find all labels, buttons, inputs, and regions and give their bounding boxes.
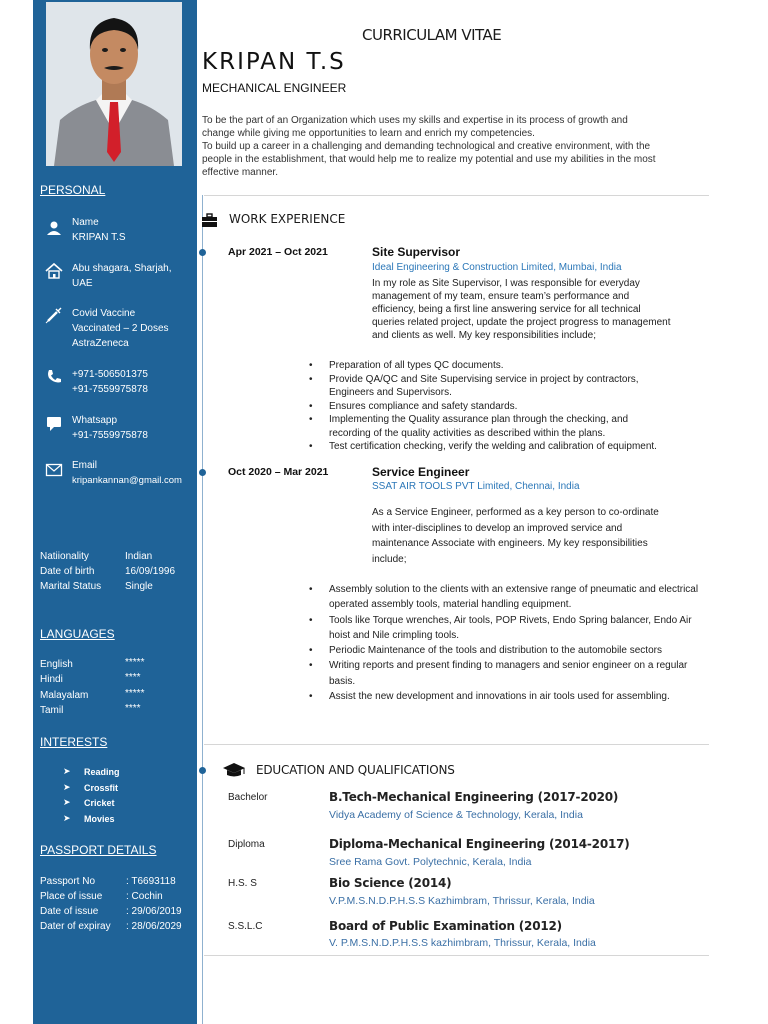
list-item: • Test certification checking, verify the welding and calibration of equipment. [329, 440, 669, 454]
job-description [372, 505, 697, 567]
job-responsibilities [329, 582, 699, 704]
whatsapp-value[interactable]: +91-7559975878 [72, 430, 148, 441]
arrow-bullet-icon: ➤ [63, 797, 71, 807]
education-type: H.S. S [228, 878, 257, 889]
job-role: Service Engineer [372, 465, 470, 479]
job-date: Apr 2021 – Oct 2021 [228, 246, 328, 258]
job-responsibilities [329, 359, 669, 454]
education-type: Bachelor [228, 792, 268, 803]
education-degree: Bio Science (2014) [329, 876, 452, 890]
person-icon [45, 219, 63, 237]
home-icon [45, 262, 63, 280]
education-institution: Vidya Academy of Science & Technology, Kerala, India [329, 809, 583, 821]
covid-line-1: Covid Vaccine [72, 308, 136, 319]
address-line-1: Abu shagara, Sharjah, [72, 263, 172, 274]
job-description-line: with inter-disciplines to develop an improved service and [372, 522, 623, 534]
language-name: Tamil [40, 705, 64, 716]
job-description-line: As a Service Engineer, performed as a key person to co-ordinate [372, 507, 659, 518]
interest-item: Crossfit [84, 783, 119, 793]
job-description-line: include; [372, 553, 407, 565]
timeline-dot [199, 469, 206, 476]
chat-icon [45, 414, 63, 432]
address-line-2: UAE [72, 278, 93, 289]
objective-line: people in the establishment, that would help me to realize my potential and use my abilities in the most [202, 154, 656, 165]
marital-value: Single [125, 581, 153, 592]
briefcase-icon [201, 212, 218, 229]
passport-label: Passport No [40, 876, 96, 887]
passport-value: : Cochin [126, 891, 163, 902]
job-description-line: queries related project, update the project progress to management [372, 317, 671, 328]
list-item: • Provide QA/QC and Site Supervising service in project by contractors, Engineers and Supervisors. [329, 373, 669, 400]
list-item: • Ensures compliance and safety standards. [329, 400, 669, 414]
arrow-bullet-icon: ➤ [63, 813, 71, 823]
job-company: SSAT AIR TOOLS PVT Limited, Chennai, India [372, 481, 580, 492]
divider [204, 955, 709, 956]
email-value[interactable]: kripankannan@gmail.com [72, 475, 182, 486]
education-degree: Diploma-Mechanical Engineering (2014-2017) [329, 837, 630, 851]
personal-heading: PERSONAL [40, 183, 106, 197]
list-item: • Tools like Torque wrenches, Air tools, POP Rivets, Endo Spring balancer, Endo Air hoist and Nile crimpling tools. [329, 613, 699, 644]
objective-line: To build up a career in a challenging and demanding technological and creative environment, with the [202, 141, 651, 152]
objective-line: effective manner. [202, 167, 278, 178]
passport-label: Place of issue [40, 891, 103, 902]
passport-heading: PASSPORT DETAILS [40, 843, 157, 857]
objective-line: To be the part of an Organization which uses my skills and expertise in its process of growth and [202, 115, 628, 126]
job-company: Ideal Engineering & Construction Limited, Mumbai, India [372, 262, 622, 273]
education-type: Diploma [228, 839, 265, 850]
language-name: English [40, 659, 73, 670]
passport-value: : 29/06/2019 [126, 906, 182, 917]
passport-label: Dater of expiray [40, 921, 111, 932]
list-item: • Assembly solution to the clients with an extensive range of pneumatic and electrical operated assembly tools, material handling equipment. [329, 582, 699, 613]
whatsapp-label: Whatsapp [72, 415, 118, 426]
job-description-line: In my role as Site Supervisor, I was responsible for everyday [372, 278, 640, 289]
interest-item: Movies [84, 814, 115, 824]
divider [204, 195, 709, 196]
language-level: ***** [125, 657, 145, 668]
candidate-name: KRIPAN T.S [202, 49, 346, 75]
language-level: **** [125, 703, 141, 714]
timeline-dot [199, 767, 206, 774]
job-description-line: maintenance Associate with engineers. My key responsibilities [372, 538, 648, 549]
language-name: Hindi [40, 674, 63, 685]
education-degree: Board of Public Examination (2012) [329, 919, 562, 933]
language-level: ***** [125, 688, 145, 699]
covid-line-2: Vaccinated – 2 Doses [72, 323, 169, 334]
phone-icon [45, 368, 63, 386]
education-heading: EDUCATION AND QUALIFICATIONS [256, 763, 455, 777]
covid-line-3: AstraZeneca [72, 338, 129, 349]
phone-1[interactable]: +971-506501375 [72, 369, 148, 380]
interests-heading: INTERESTS [40, 735, 108, 749]
languages-heading: LANGUAGES [40, 627, 115, 641]
language-level: **** [125, 672, 141, 683]
objective-line: change while giving me opportunities to learn and enrich my competencies. [202, 128, 535, 139]
job-role: Site Supervisor [372, 245, 461, 259]
profile-photo [46, 2, 182, 166]
list-item: • Periodic Maintenance of the tools and distribution to the automobile sectors [329, 643, 699, 658]
arrow-bullet-icon: ➤ [63, 782, 71, 792]
dob-value: 16/09/1996 [125, 566, 176, 577]
work-experience-heading: WORK EXPERIENCE [229, 212, 346, 226]
passport-label: Date of issue [40, 906, 99, 917]
job-date: Oct 2020 – Mar 2021 [228, 466, 329, 478]
education-institution: Sree Rama Govt. Polytechnic, Kerala, India [329, 856, 532, 868]
job-description-line: and clients as well. My key responsibilities include; [372, 330, 596, 341]
divider [204, 744, 709, 745]
passport-value: : 28/06/2029 [126, 921, 182, 932]
name-value: KRIPAN T.S [72, 232, 126, 243]
language-name: Malayalam [40, 690, 89, 701]
timeline-dot [199, 249, 206, 256]
education-type: S.S.L.C [228, 921, 263, 932]
education-institution: V. P.M.S.N.D.P.H.S.S kazhimbram, Thrissur, Kerala, India [329, 937, 596, 949]
education-degree: B.Tech-Mechanical Engineering (2017-2020) [329, 790, 619, 804]
name-label: Name [72, 217, 99, 228]
syringe-icon [45, 306, 63, 324]
list-item: • Preparation of all types QC documents. [329, 359, 669, 373]
document-title: CURRICULAM VITAE [362, 26, 502, 44]
timeline-line [202, 195, 203, 1024]
nationality-value: Indian [125, 551, 153, 562]
job-description-line: efficiency, being a first line answering service for all technical [372, 304, 641, 315]
email-icon [45, 461, 63, 479]
dob-label: Date of birth [40, 566, 95, 577]
sidebar [33, 0, 197, 1024]
interest-item: Cricket [84, 798, 115, 808]
nationality-label: Natiionality [40, 551, 89, 562]
passport-value: : T6693118 [126, 876, 176, 887]
arrow-bullet-icon: ➤ [63, 766, 71, 776]
marital-label: Marital Status [40, 581, 102, 592]
interest-item: Reading [84, 767, 120, 777]
list-item: • Writing reports and present finding to managers and senior engineer on a regular basis. [329, 658, 699, 689]
list-item: • Implementing the Quality assurance plan through the checking, and recording of the quality activities as described within the plans. [329, 413, 669, 440]
phone-2[interactable]: +91-7559975878 [72, 384, 148, 395]
graduation-cap-icon [222, 762, 246, 778]
education-institution: V.P.M.S.N.D.P.H.S.S Kazhimbram, Thrissur, Kerala, India [329, 895, 595, 907]
job-description [372, 277, 697, 342]
profession-title: MECHANICAL ENGINEER [202, 81, 347, 95]
email-label: Email [72, 460, 98, 471]
list-item: • Assist the new development and innovations in air tools used for assembling. [329, 689, 699, 704]
job-description-line: management of my team, ensure team’s performance and [372, 291, 630, 302]
